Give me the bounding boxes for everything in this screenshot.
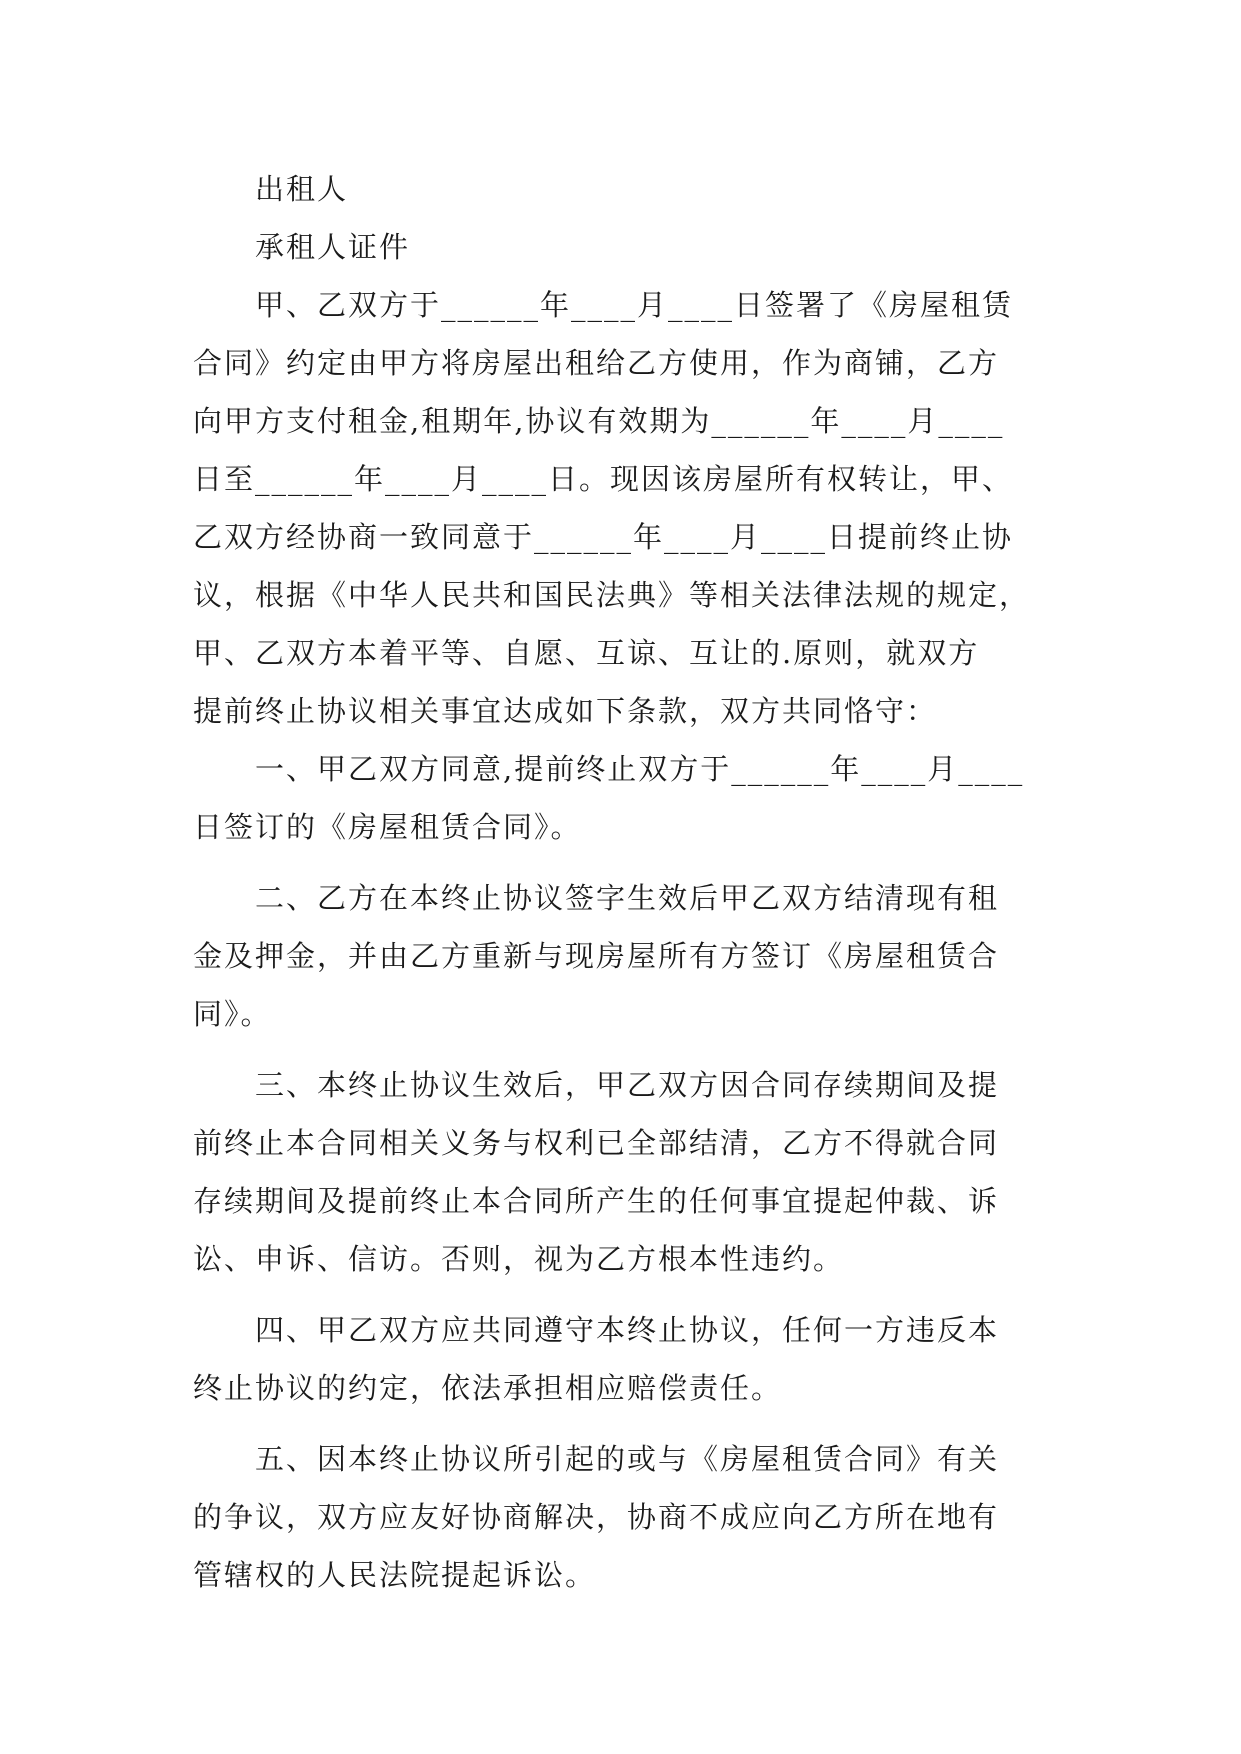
clause-5-line: 管辖权的人民法院提起诉讼。 [193, 1558, 597, 1592]
paragraph-line: 甲、乙双方本着平等、自愿、互谅、互让的.原则，就双方 [193, 636, 980, 670]
clause-3-line: 存续期间及提前终止本合同所产生的任何事宜提起仲裁、诉 [193, 1184, 1000, 1218]
paragraph-line: 议，根据《中华人民共和国民法典》等相关法律法规的规定， [193, 578, 1031, 612]
clause-3-line: 前终止本合同相关义务与权利已全部结清，乙方不得就合同 [193, 1126, 1000, 1160]
clause-4-line: 四、甲乙双方应共同遵守本终止协议，任何一方违反本 [255, 1313, 1000, 1347]
clause-1-line: 日签订的《房屋租赁合同》。 [193, 810, 582, 844]
paragraph-line: 提前终止协议相关事宜达成如下条款，双方共同恪守： [193, 694, 938, 728]
paragraph-line: 向甲方支付租金,租期年,协议有效期为______年____月____ [193, 404, 1005, 438]
clause-5-line: 的争议，双方应友好协商解决，协商不成应向乙方所在地有 [193, 1500, 1000, 1534]
clause-2-line: 二、乙方在本终止协议签字生效后甲乙双方结清现有租 [255, 881, 1000, 915]
clause-2-line: 同》。 [193, 997, 272, 1031]
document-body [193, 160, 1053, 1604]
lessor-line: 出租人 [255, 172, 349, 206]
clause-3-line: 讼、申诉、信访。否则，视为乙方根本性违约。 [193, 1242, 845, 1276]
lessee-id-line: 承租人证件 [255, 230, 411, 264]
clause-2-line: 金及押金，并由乙方重新与现房屋所有方签订《房屋租赁合 [193, 939, 1000, 973]
clause-3-line: 三、本终止协议生效后，甲乙双方因合同存续期间及提 [255, 1068, 1000, 1102]
clause-5-line: 五、因本终止协议所引起的或与《房屋租赁合同》有关 [255, 1442, 1000, 1476]
paragraph-line: 乙双方经协商一致同意于______年____月____日提前终止协 [193, 520, 1014, 554]
paragraph-line: 日至______年____月____日。现因该房屋所有权转让，甲、 [193, 462, 1014, 496]
paragraph-line: 甲、乙双方于______年____月____日签署了《房屋租赁 [255, 288, 1014, 322]
clause-1-line: 一、甲乙双方同意,提前终止双方于______年____月____ [255, 752, 1025, 786]
paragraph-line: 合同》约定由甲方将房屋出租给乙方使用，作为商铺，乙方 [193, 346, 1000, 380]
clause-4-line: 终止协议的约定，依法承担相应赔偿责任。 [193, 1371, 783, 1405]
